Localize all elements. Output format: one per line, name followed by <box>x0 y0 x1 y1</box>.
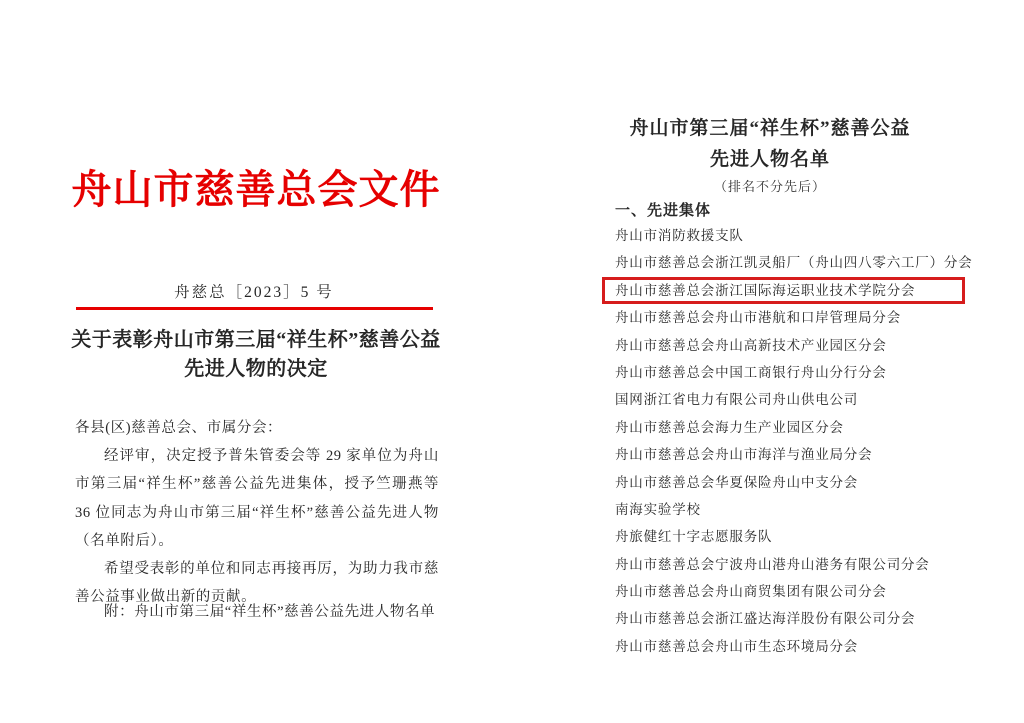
org-list-item: 舟山市消防救援支队 <box>615 228 744 243</box>
salutation: 各县(区)慈善总会、市属分会： <box>75 420 283 436</box>
org-list <box>615 222 973 660</box>
section-heading: 一、先进集体 <box>615 203 712 219</box>
list-title-line1: 舟山市第三届“祥生杯”慈善公益 <box>629 118 911 139</box>
document-title <box>70 326 442 384</box>
org-list-item: 舟山市慈善总会舟山市港航和口岸管理局分会 <box>615 310 901 326</box>
list-title <box>590 113 950 175</box>
attachment-note: 附：舟山市第三届“祥生杯”慈善公益先进人物名单 <box>104 604 436 620</box>
list-subtitle: （排名不分先后） <box>713 179 826 194</box>
org-list-item: 舟山市慈善总会浙江凯灵船厂（舟山四八零六工厂）分会 <box>615 255 973 271</box>
masthead-title: 舟山市慈善总会文件 <box>71 167 441 212</box>
org-list-item: 国网浙江省电力有限公司舟山供电公司 <box>615 392 859 408</box>
highlight-box <box>602 277 965 304</box>
body-paragraph-1: 经评审，决定授予普朱管委会等 29 家单位为舟山市第三届“祥生杯”慈善公益先进集体，授予竺珊燕等 36 位同志为舟山市第三届“祥生杯”慈善公益先进人物（名单附后）。 <box>75 448 439 549</box>
document-title-line2: 先进人物的决定 <box>184 358 328 380</box>
org-list-item: 舟山市慈善总会华夏保险舟山中支分会 <box>615 474 859 490</box>
document-body <box>75 414 439 611</box>
red-divider-line <box>76 307 433 310</box>
org-list-item: 舟山市慈善总会浙江盛达海洋股份有限公司分会 <box>615 611 916 627</box>
list-title-line2: 先进人物名单 <box>709 149 830 170</box>
org-list-item: 舟山市慈善总会海力生产业园区分会 <box>615 419 844 435</box>
org-list-item: 舟旅健红十字志愿服务队 <box>615 529 773 545</box>
org-list-item: 舟山市慈善总会浙江国际海运职业技术学院分会 <box>615 277 967 304</box>
org-list-item: 舟山市慈善总会舟山商贸集团有限公司分会 <box>615 584 887 600</box>
org-list-item: 舟山市慈善总会宁波舟山港舟山港务有限公司分会 <box>615 556 930 572</box>
org-list-item: 舟山市慈善总会舟山市海洋与渔业局分会 <box>615 447 873 463</box>
body-paragraph-2: 希望受表彰的单位和同志再接再厉，为助力我市慈善公益事业做出新的贡献。 <box>75 561 439 606</box>
org-list-item: 舟山市慈善总会中国工商银行舟山分行分会 <box>615 364 887 380</box>
doc-number: 舟慈总［2023］5 号 <box>174 284 334 301</box>
document-title-line1: 关于表彰舟山市第三届“祥生杯”慈善公益 <box>71 329 441 351</box>
org-list-item: 舟山市慈善总会舟山市生态环境局分会 <box>615 638 859 654</box>
org-list-item: 舟山市慈善总会舟山高新技术产业园区分会 <box>615 337 887 353</box>
org-list-item: 南海实验学校 <box>615 501 701 517</box>
